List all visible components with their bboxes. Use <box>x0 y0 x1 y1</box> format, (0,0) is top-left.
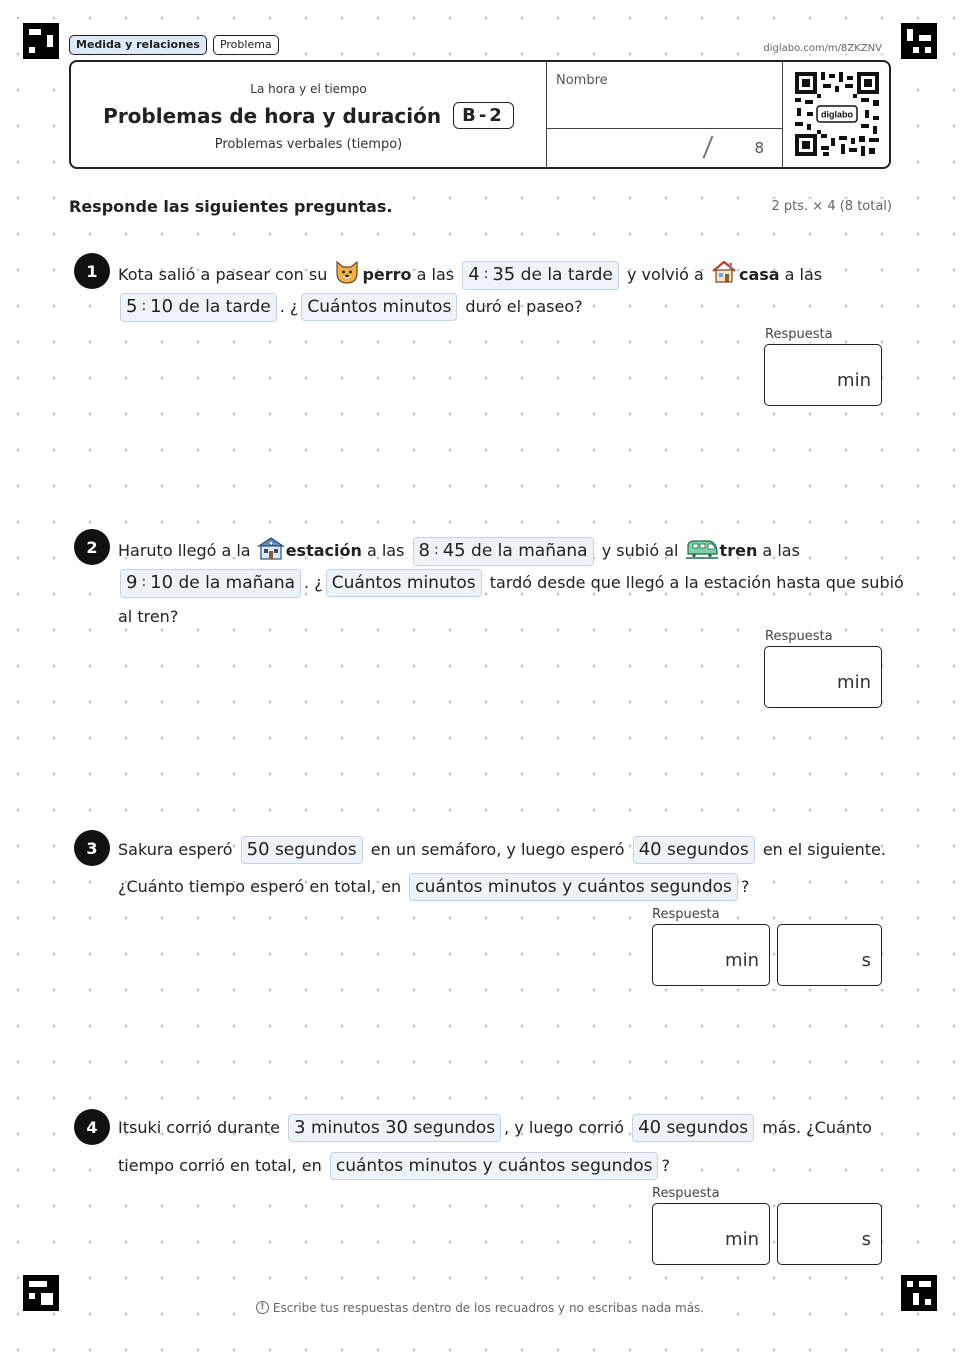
q1-asked-quantity: Cuántos minutos <box>301 293 457 321</box>
answer-box-4-sec[interactable] <box>777 1203 882 1265</box>
corner-marker-top-left <box>23 23 59 59</box>
question-3-line-2 <box>118 873 749 901</box>
topic-label: La hora y el tiempo <box>250 82 367 96</box>
q1-text-c: a las <box>416 265 455 284</box>
q3-asked-quantity: cuántos minutos y cuántos segundos <box>409 873 738 901</box>
question-1-line-1 <box>118 258 822 290</box>
unit-label: min <box>837 370 871 391</box>
title-row <box>71 102 546 129</box>
q4-text-c: más. ¿Cuánto <box>762 1118 872 1137</box>
corner-marker-top-right <box>901 23 937 59</box>
station-building-icon <box>257 534 285 562</box>
qr-area <box>782 62 889 167</box>
q4-asked-quantity: cuántos minutos y cuántos segundos <box>330 1152 659 1180</box>
q1-text-a: Kota salió a pasear con su <box>118 265 328 284</box>
q3-text-b: en un semáforo, y luego esperó <box>370 840 625 859</box>
q3-first-wait: 50 segundos <box>241 836 363 864</box>
answer-label-3: Respuesta <box>652 907 720 922</box>
q3-text-2a: ¿Cuánto tiempo esperó en total, en <box>118 877 402 896</box>
answer-box-3-sec[interactable] <box>777 924 882 986</box>
q1-text-2b: duró el paseo? <box>465 297 583 316</box>
unit-label: s <box>861 1229 871 1250</box>
question-number-3: 3 <box>74 830 110 866</box>
q1-start-time: 4 : 35 de la tarde <box>462 261 619 290</box>
points-info: 2 pts. × 4 (8 total) <box>771 199 892 214</box>
question-4-line-2 <box>118 1152 670 1180</box>
tag-category: Medida y relaciones <box>69 35 207 55</box>
q1-text-f: a las <box>784 265 823 284</box>
q1-text-house: casa <box>738 265 780 284</box>
answer-box-3-min[interactable] <box>652 924 770 986</box>
tag-type: Problema <box>213 35 279 55</box>
level-code: B-2 <box>453 102 514 129</box>
score-slash <box>703 136 713 159</box>
dog-face-icon <box>333 258 361 286</box>
question-2-line-3: al tren? <box>118 607 179 626</box>
q2-text-2a: . ¿ <box>304 573 323 592</box>
answer-label-2: Respuesta <box>765 629 833 644</box>
footer-text: Escribe tus respuestas dentro de los recuadros y no escribas nada más. <box>272 1300 705 1315</box>
q4-text-a: Itsuki corrió durante <box>118 1118 280 1137</box>
question-2-line-1 <box>118 534 800 566</box>
q2-text-2b: tardó desde que llegó a la estación hasta que subió <box>489 573 904 592</box>
score-field[interactable] <box>546 129 782 167</box>
q3-text-a: Sakura esperó <box>118 840 233 859</box>
worksheet-url: diglabo.com/m/8ZKZNV <box>763 43 882 54</box>
page-title: Problemas de hora y duración <box>103 103 442 128</box>
question-number-2: 2 <box>74 529 110 565</box>
q2-asked-quantity: Cuántos minutos <box>326 569 482 597</box>
question-number-1: 1 <box>74 253 110 289</box>
qr-brand-label: diglabo <box>821 109 853 120</box>
name-label: Nombre <box>556 73 608 88</box>
q1-text-dog: perro <box>362 265 412 284</box>
answer-box-1-min[interactable] <box>764 344 882 406</box>
name-field[interactable] <box>546 62 782 129</box>
unit-label: min <box>725 1229 759 1250</box>
q4-text-2b: ? <box>661 1156 670 1175</box>
q4-first-run: 3 minutos 30 segundos <box>288 1114 501 1142</box>
q1-text-2a: . ¿ <box>279 297 299 316</box>
q2-text-station: estación <box>285 541 362 560</box>
q2-text-f: a las <box>762 541 800 560</box>
info-icon: ! <box>256 1301 269 1314</box>
worksheet-header <box>69 60 891 169</box>
house-icon <box>710 258 738 286</box>
q2-text-a: Haruto llegó a la <box>118 541 251 560</box>
unit-label: min <box>725 950 759 971</box>
answer-box-2-min[interactable] <box>764 646 882 708</box>
train-icon <box>685 536 719 562</box>
question-number-4: 4 <box>74 1109 110 1145</box>
score-total: 8 <box>754 139 764 157</box>
page-subtitle: Problemas verbales (tiempo) <box>214 137 403 152</box>
q4-text-2a: tiempo corrió en total, en <box>118 1156 322 1175</box>
answer-label-4: Respuesta <box>652 1186 720 1201</box>
question-3-line-1 <box>118 836 886 864</box>
question-1-line-2 <box>118 293 583 322</box>
unit-label: s <box>861 950 871 971</box>
q2-text-c: a las <box>366 541 405 560</box>
q4-text-b: , y luego corrió <box>504 1118 625 1137</box>
question-4-line-1 <box>118 1114 872 1142</box>
q2-start-time: 8 : 45 de la mañana <box>413 537 594 566</box>
q3-text-c: en el siguiente. <box>762 840 886 859</box>
question-2-line-2 <box>118 569 904 598</box>
q2-text-train: tren <box>719 541 758 560</box>
category-tags <box>69 35 279 55</box>
qr-code-icon <box>795 72 879 156</box>
answer-label-1: Respuesta <box>765 327 833 342</box>
title-block <box>71 62 546 167</box>
unit-label: min <box>837 672 871 693</box>
answer-box-4-min[interactable] <box>652 1203 770 1265</box>
footer-note <box>252 1301 708 1315</box>
q4-second-run: 40 segundos <box>632 1114 754 1142</box>
q1-end-time: 5 : 10 de la tarde <box>120 293 277 322</box>
instructions: Responde las siguientes preguntas. <box>69 197 393 216</box>
q2-text-d: y subió al <box>601 541 679 560</box>
footer <box>0 1298 960 1315</box>
q3-text-2b: ? <box>740 877 750 896</box>
q1-text-d: y volvió a <box>627 265 704 284</box>
q3-second-wait: 40 segundos <box>633 836 755 864</box>
q2-end-time: 9 : 10 de la mañana <box>120 569 301 598</box>
